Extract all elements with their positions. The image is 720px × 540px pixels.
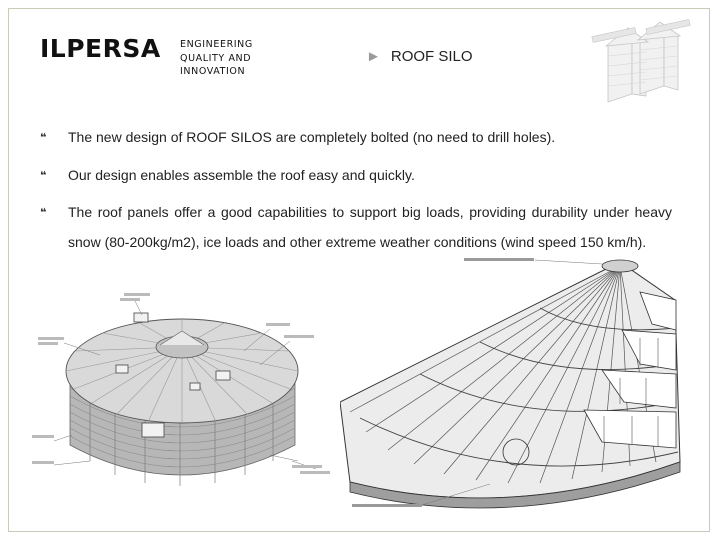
arrow-right-icon: ►	[366, 48, 381, 65]
list-item	[40, 126, 672, 148]
quote-bullet-icon: ❝	[40, 169, 47, 182]
brand-tagline	[180, 38, 253, 79]
list-item	[40, 164, 672, 186]
bullet-list	[40, 126, 672, 257]
roof-panel-detail-drawing	[340, 252, 686, 520]
silo-overview-drawing	[30, 285, 336, 511]
tagline-line-1: ENGINEERING	[180, 39, 253, 50]
bullet-text: The roof panels offer a good capabilities to support big loads, providing durability under heavy snow (80-200kg/m2), ice loads and other extreme weather conditions (wind speed 150 km/h).	[68, 204, 672, 250]
tagline-line-2: QUALITY AND	[180, 52, 252, 64]
quote-bullet-icon: ❝	[40, 206, 47, 219]
quote-bullet-icon: ❝	[40, 131, 47, 144]
list-item	[40, 197, 672, 257]
silo-illustration-icon	[588, 16, 700, 112]
section-heading	[366, 48, 473, 65]
tagline-line-3: INNOVATION	[180, 66, 246, 77]
section-title: ROOF SILO	[390, 48, 473, 65]
bullet-text: The new design of ROOF SILOS are completely bolted (no need to drill holes).	[68, 129, 556, 145]
bullet-text: Our design enables assemble the roof easy and quickly.	[68, 167, 415, 183]
brand-logo: ILPERSA	[40, 34, 161, 63]
